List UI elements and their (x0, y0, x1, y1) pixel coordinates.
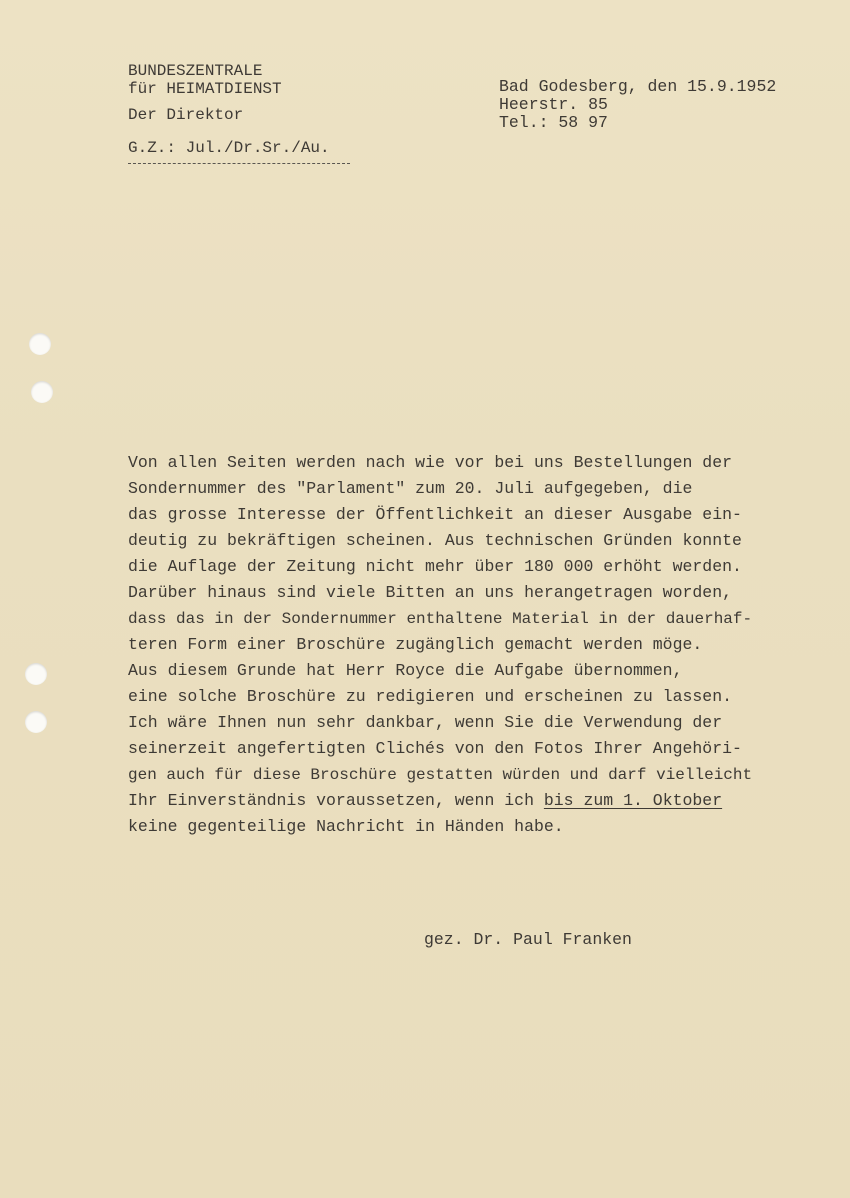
sender-org-line2: für HEIMATDIENST (128, 80, 282, 98)
punch-hole (25, 663, 47, 685)
place-date: Bad Godesberg, den 15.9.1952 (499, 77, 777, 96)
body-line-text: Ihr Einverständnis voraussetzen, wenn ich (128, 791, 534, 810)
reference-number: G.Z.: Jul./Dr.Sr./Au. (128, 139, 330, 157)
body-line: das grosse Interesse der Öffentlichkeit an dieser Ausgabe ein- (128, 505, 742, 524)
deadline-date: bis zum 1. Oktober (543, 791, 723, 810)
body-line: dass das in der Sondernummer enthaltene Material in der dauerhaf- (128, 610, 753, 628)
body-line: Sondernummer des "Parlament" zum 20. Juli aufgegeben, die (128, 479, 693, 498)
sender-director: Der Direktor (128, 106, 244, 124)
body-line: eine solche Broschüre zu redigieren und erscheinen zu lassen. (128, 687, 732, 706)
body-last-line: keine gegenteilige Nachricht in Händen habe. (128, 817, 564, 836)
body-line: seinerzeit angefertigten Clichés von den Fotos Ihrer Angehöri- (128, 739, 742, 758)
body-line-with-deadline (128, 791, 722, 811)
punch-hole (25, 711, 47, 733)
body-line: Von allen Seiten werden nach wie vor bei uns Bestellungen der (128, 453, 732, 472)
punch-hole (31, 381, 53, 403)
punch-hole (29, 333, 51, 355)
body-line: Darüber hinaus sind viele Bitten an uns herangetragen worden, (128, 583, 732, 602)
sender-org-line1: BUNDESZENTRALE (128, 62, 263, 80)
body-line: Ich wäre Ihnen nun sehr dankbar, wenn Sie die Verwendung der (128, 713, 723, 732)
reference-rule (128, 163, 350, 164)
street-address: Heerstr. 85 (499, 95, 608, 114)
body-line: teren Form einer Broschüre zugänglich gemacht werden möge. (128, 635, 703, 654)
body-line: Aus diesem Grunde hat Herr Royce die Aufgabe übernommen, (128, 661, 683, 680)
phone-number: Tel.: 58 97 (499, 113, 608, 132)
signature: gez. Dr. Paul Franken (424, 930, 632, 949)
body-line: deutig zu bekräftigen scheinen. Aus technischen Gründen konnte (128, 531, 742, 550)
body-line: die Auflage der Zeitung nicht mehr über 180 000 erhöht werden. (128, 557, 742, 576)
body-line: gen auch für diese Broschüre gestatten würden und darf vielleicht (128, 766, 753, 784)
